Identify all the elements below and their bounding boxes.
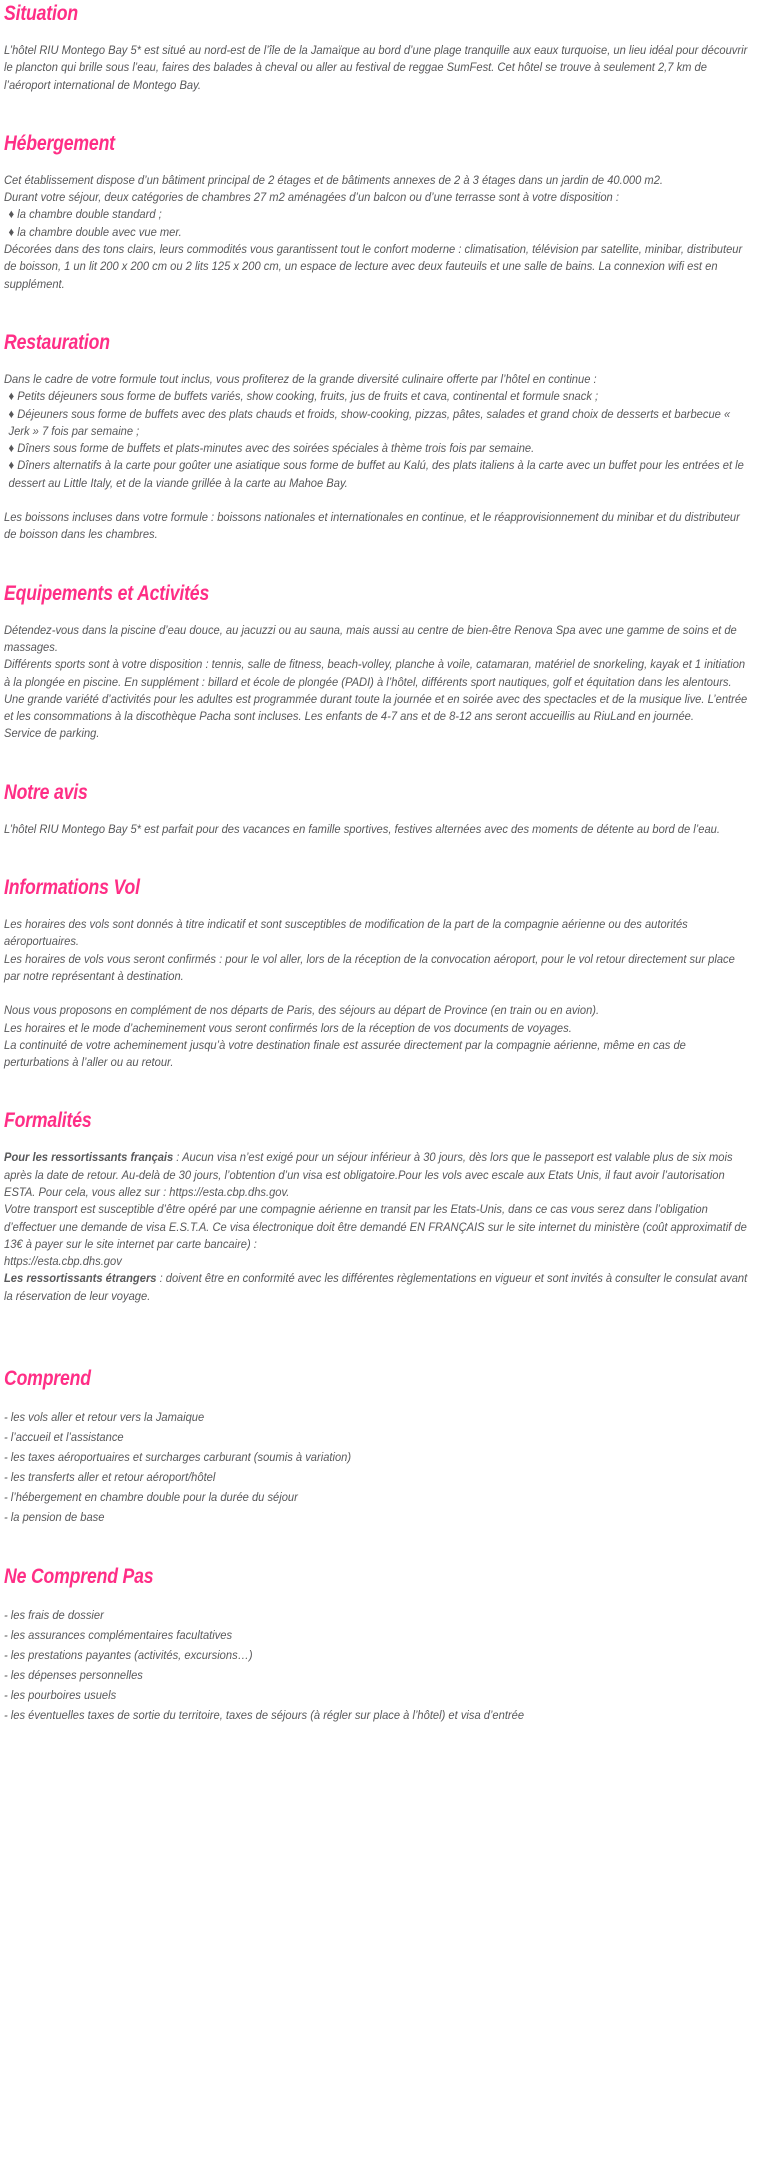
formalites-paragraph-4	[4, 1270, 749, 1305]
restauration-bullet-1	[4, 388, 754, 405]
section-hebergement	[4, 132, 750, 293]
hebergement-bullet-1	[4, 206, 754, 223]
formalites-paragraph-4-rest: : doivent être en conformité avec les différentes règlementations en vigueur et sont invités à consulter le consulat avant la réservation de leur voyage.	[4, 1271, 748, 1303]
restauration-after-paragraph: Les boissons incluses dans votre formule : boissons nationales et internationales en continue, et le réapprovisionnement du minibar et du distributeur de boisson dans les chambres.	[4, 510, 740, 542]
hebergement-line-2: Durant votre séjour, deux catégories de chambres 27 m2 aménagées d’un balcon ou d’une terrasse sont à votre disposition :	[4, 190, 619, 205]
formalites-paragraph-1-rest: : Aucun visa n’est exigé pour un séjour inférieur à 30 jours, dès lors que le passeport est valable plus de six mois après la date de retour. Au-delà de 30 jours, l’obtention d’un visa est obligatoire.Pour les vols avec escale aux Etats Unis, il faut avoir l’autorisation ESTA. Pour cela, vous allez sur : https://esta.cbp.dhs.gov.	[4, 1150, 733, 1199]
informations-vol-line-5: La continuité de votre acheminement jusqu’à votre destination finale est assurée directement par la compagnie aérienne, même en cas de perturbations à l’aller ou au retour.	[4, 1037, 686, 1070]
section-title-equipements: Equipements et Activités	[4, 581, 210, 605]
bullet-glyph-icon: ♦	[8, 406, 15, 421]
formalites-ressortissants-etrangers-label: Les ressortissants étrangers	[4, 1271, 157, 1286]
notre-avis-paragraph: L’hôtel RIU Montego Bay 5* est parfait pour des vacances en famille sportives, festives alternées avec des moments de détente au bord de l’eau.	[4, 821, 720, 836]
comprend-item-4: - les transferts aller et retour aéroport/hôtel	[4, 1470, 216, 1485]
section-equipements	[4, 582, 750, 743]
section-title-ne-comprend-pas: Ne Comprend Pas	[4, 1565, 154, 1589]
restauration-bullet-3-label: Dîners sous forme de buffets et plats-minutes avec des soirées spéciales à thème trois fois par semaine.	[17, 441, 535, 456]
hebergement-line-1: Cet établissement dispose d’un bâtiment principal de 2 étages et de bâtiments annexes de 2 à 3 étages dans un jardin de 40.000 m2.	[4, 172, 663, 187]
section-comprend	[4, 1367, 750, 1527]
comprend-item-3: - les taxes aéroportuaires et surcharges carburant (soumis à variation)	[4, 1450, 352, 1465]
equipements-line-4: Service de parking.	[4, 726, 100, 741]
section-informations-vol	[4, 876, 750, 1071]
situation-paragraph: L’hôtel RIU Montego Bay 5* est situé au nord-est de l’île de la Jamaïque au bord d’une plage tranquille aux eaux turquoise, un lieu idéal pour découvrir le plancton qui brille sous l’eau, faires des balades à cheval ou aller au festival de reggae SumFest. Cet hôtel se trouve à seulement 2,7 km de l’aéroport international de Montego Bay.	[4, 43, 748, 92]
restauration-bullet-3	[4, 440, 754, 457]
ne-comprend-pas-item-4: - les dépenses personnelles	[4, 1668, 143, 1683]
restauration-bullet-2	[4, 406, 754, 441]
section-title-comprend: Comprend	[4, 1367, 91, 1391]
section-formalites	[4, 1109, 750, 1305]
equipements-line-1: Détendez-vous dans la piscine d’eau douce, au jacuzzi ou au sauna, mais aussi au centre de bien-être Renova Spa avec une gamme de soins et de massages.	[4, 622, 737, 654]
formalites-paragraph-2: Votre transport est susceptible d’être opéré par une compagnie aérienne en transit par les Etats-Unis, dans ce cas vous serez dans l’obligation d’effectuer une demande de visa E.S.T.A. Ce visa électronique doit être demandé EN FRANÇAIS sur le site internet du ministère (coût approximatif de 13€ à payer sur le site internet par carte bancaire) :	[4, 1202, 747, 1251]
section-notre-avis	[4, 781, 750, 838]
restauration-lead: Dans le cadre de votre formule tout inclus, vous profiterez de la grande diversité culinaire offerte par l’hôtel en continue :	[4, 371, 597, 386]
section-title-situation: Situation	[4, 2, 78, 25]
comprend-item-2: - l’accueil et l’assistance	[4, 1430, 124, 1445]
formalites-esta-url: https://esta.cbp.dhs.gov	[4, 1254, 122, 1269]
informations-vol-line-4: Les horaires et le mode d’acheminement vous seront confirmés lors de la réception de vos documents de voyages.	[4, 1020, 572, 1035]
restauration-bullet-4-label: Dîners alternatifs à la carte pour goûter une asiatique sous forme de buffet au Kalú, des plats italiens à la carte avec un buffet pour les entrées et le dessert au Little Italy, et de la viande grillée à la carte au Mahoe Bay.	[8, 458, 744, 490]
restauration-bullet-1-label: Petits déjeuners sous forme de buffets variés, show cooking, fruits, jus de fruits et cava, continental et formule snack ;	[17, 389, 599, 404]
ne-comprend-pas-item-3: - les prestations payantes (activités, excursions…)	[4, 1648, 253, 1663]
comprend-item-1: - les vols aller et retour vers la Jamaique	[4, 1410, 205, 1425]
informations-vol-line-3: Nous vous proposons en complément de nos départs de Paris, des séjours au départ de Province (en train ou en avion).	[4, 1003, 600, 1018]
equipements-line-3: Une grande variété d’activités pour les adultes est programmée durant toute la journée et en soirée avec des spectacles et de la musique live. L’entrée et les consommations à la discothèque Pacha sont incluses. Les enfants de 4-7 ans et de 8-12 ans seront accueillis au RiuLand en journée.	[4, 691, 748, 724]
hebergement-bullet-1-label: la chambre double standard ;	[17, 207, 162, 222]
hebergement-bullet-2	[4, 224, 754, 241]
informations-vol-line-2: Les horaires de vols vous seront confirmés : pour le vol aller, lors de la réception de la convocation aéroport, pour le vol retour directement sur place par notre représentant à destination.	[4, 951, 735, 983]
section-ne-comprend-pas	[4, 1565, 750, 1725]
section-title-restauration: Restauration	[4, 330, 110, 354]
ne-comprend-pas-item-2: - les assurances complémentaires facultatives	[4, 1628, 233, 1643]
restauration-bullet-4	[4, 457, 754, 492]
hebergement-bullet-2-label: la chambre double avec vue mer.	[17, 224, 182, 239]
formalites-ressortissants-francais-label: Pour les ressortissants français	[4, 1150, 174, 1165]
bullet-glyph-icon: ♦	[8, 207, 15, 222]
section-title-hebergement: Hébergement	[4, 131, 115, 155]
restauration-bullet-2-label: Déjeuners sous forme de buffets avec des plats chauds et froids, show-cooking, pizzas, pâtes, salades et grand choix de desserts et barbecue « Jerk » 7 fois par semaine ;	[8, 406, 731, 438]
section-situation	[4, 2, 750, 94]
ne-comprend-pas-item-1: - les frais de dossier	[4, 1608, 104, 1623]
hebergement-after-paragraph: Décorées dans des tons clairs, leurs commodités vous garantissent tout le confort moderne : climatisation, télévision par satellite, minibar, distributeur de boisson, 1 un lit 200 x 200 cm ou 2 lits 125 x 200 cm, un espace de lecture avec deux fauteuils et une salle de bains. La connexion wifi est en supplément.	[4, 242, 743, 291]
section-title-informations-vol: Informations Vol	[4, 876, 140, 900]
section-title-notre-avis: Notre avis	[4, 780, 88, 804]
equipements-line-2: Différents sports sont à votre disposition : tennis, salle de fitness, beach-volley, planche à voile, catamaran, matériel de snorkeling, kayak et 1 initiation à la plongée en piscine. En supplément : billard et école de plongée (PADI) à l’hôtel, différents sport nautiques, golf et équitation dans les alentours.	[4, 657, 746, 689]
bullet-glyph-icon: ♦	[8, 224, 15, 239]
ne-comprend-pas-item-5: - les pourboires usuels	[4, 1688, 117, 1703]
comprend-item-6: - la pension de base	[4, 1510, 105, 1525]
formalites-paragraph-1	[4, 1149, 749, 1201]
informations-vol-line-1: Les horaires des vols sont donnés à titre indicatif et sont susceptibles de modification de la part de la compagnie aérienne ou des autorités aéroportuaires.	[4, 917, 688, 949]
comprend-item-5: - l’hébergement en chambre double pour la durée du séjour	[4, 1490, 298, 1505]
bullet-glyph-icon: ♦	[8, 389, 15, 404]
section-title-formalites: Formalités	[4, 1109, 92, 1133]
ne-comprend-pas-item-6: - les éventuelles taxes de sortie du territoire, taxes de séjours (à régler sur place à l’hôtel) et visa d’entrée	[4, 1708, 525, 1723]
bullet-glyph-icon: ♦	[8, 458, 15, 473]
bullet-glyph-icon: ♦	[8, 441, 15, 456]
section-restauration	[4, 331, 750, 544]
